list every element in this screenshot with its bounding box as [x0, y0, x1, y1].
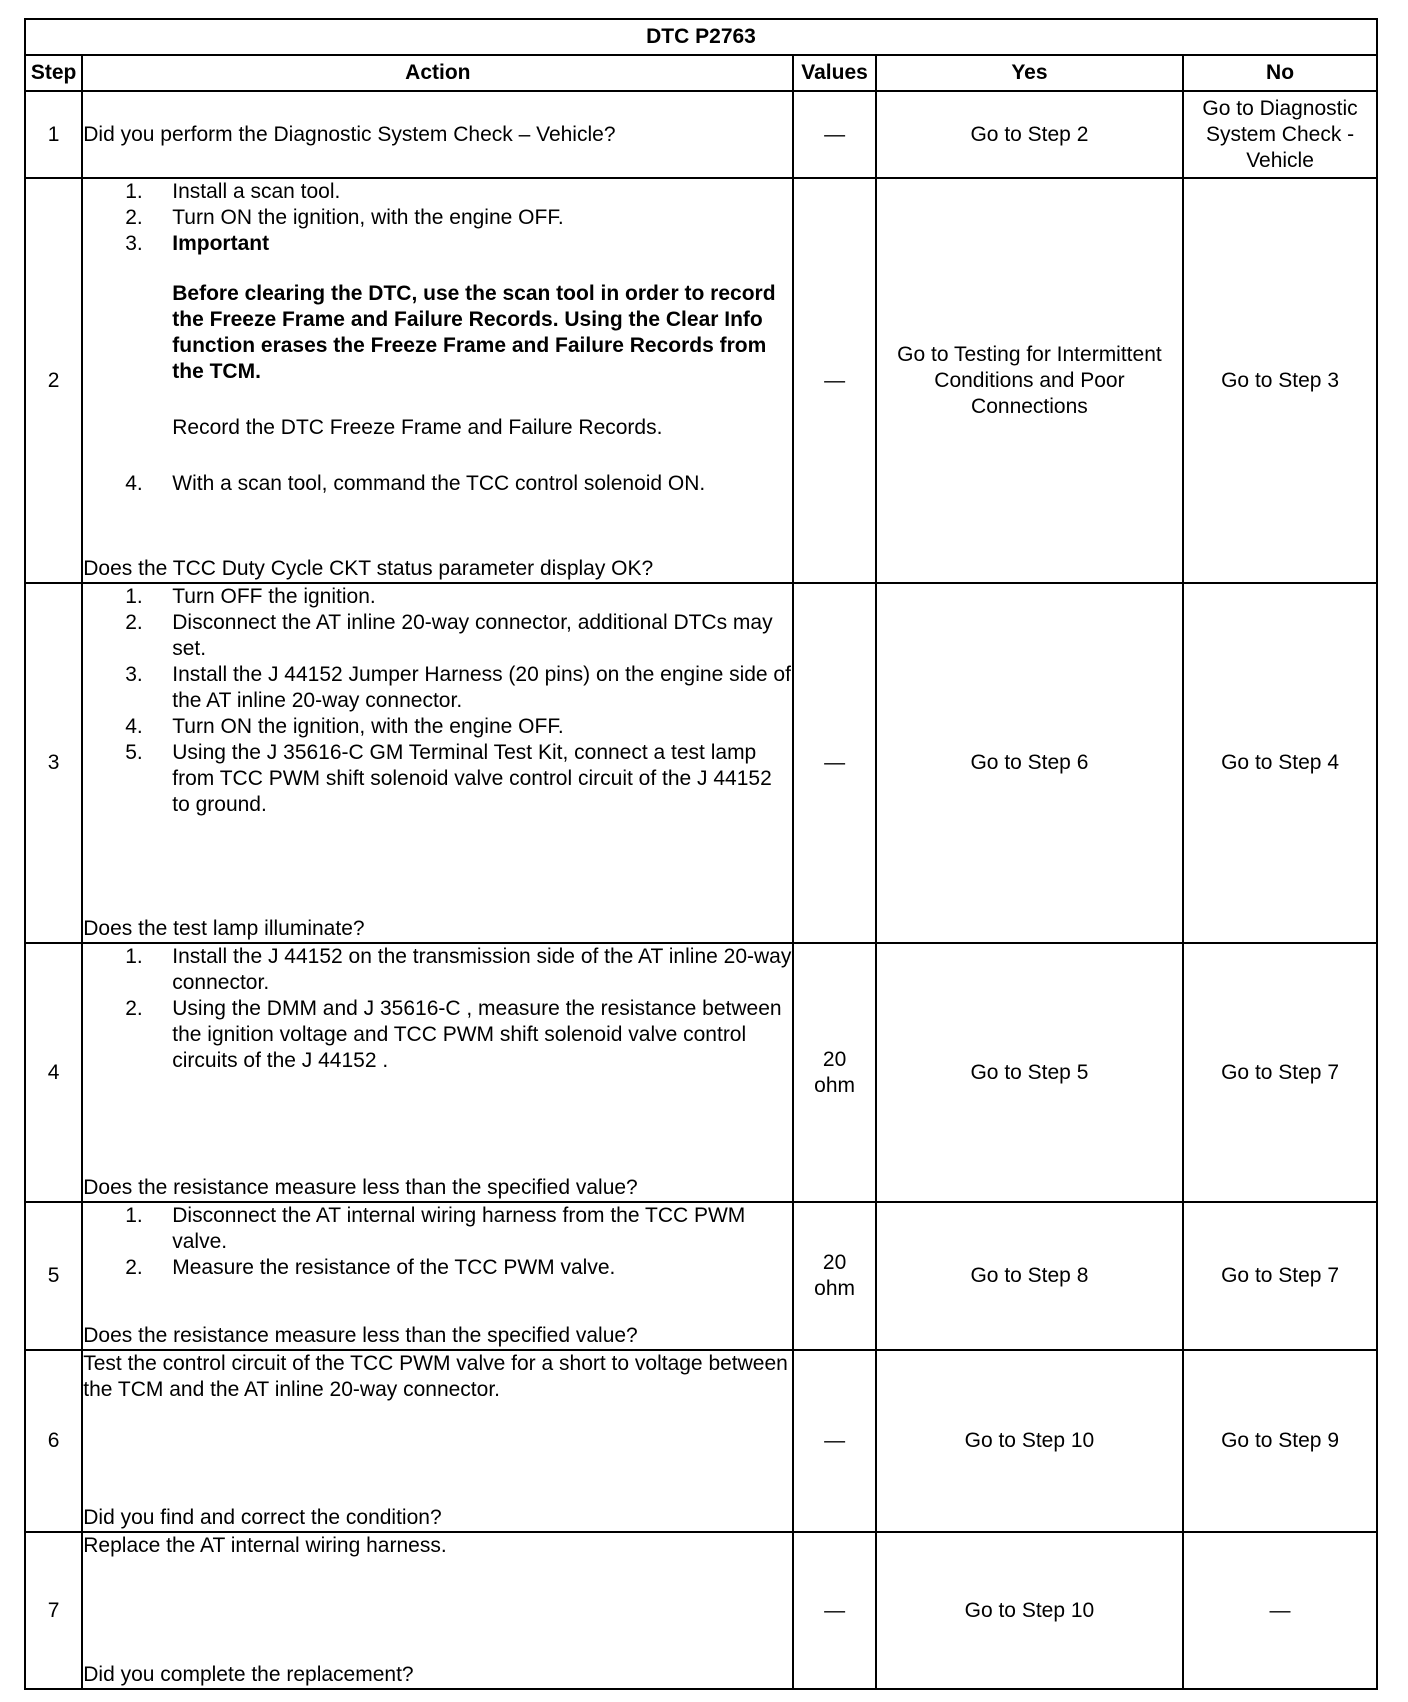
action-text: Did you perform the Diagnostic System Check – Vehicle?	[83, 122, 616, 146]
action-list	[125, 944, 792, 1074]
list-item: 4. With a scan tool, command the TCC control solenoid ON.	[125, 472, 706, 495]
action-question: Does the resistance measure less than the specified value?	[83, 1176, 638, 1199]
table-row	[25, 943, 1377, 1202]
important-note: Record the DTC Freeze Frame and Failure Records.	[172, 416, 663, 439]
action-cell	[82, 178, 793, 583]
action-question: Does the resistance measure less than the specified value?	[83, 1324, 638, 1347]
action-cell	[82, 583, 793, 943]
action-cell	[82, 91, 793, 178]
no-cell: Go to Step 4	[1183, 583, 1377, 943]
table-row	[25, 1202, 1377, 1350]
values-cell: —	[793, 1350, 875, 1532]
table-title: DTC P2763	[25, 19, 1377, 55]
header-action: Action	[82, 55, 793, 91]
list-item: 1. Install the J 44152 on the transmission side of the AT inline 20-way connector.	[125, 945, 792, 994]
action-text: Test the control circuit of the TCC PWM valve for a short to voltage between the TCM and the AT inline 20-way connector.	[83, 1352, 788, 1401]
action-cell	[82, 1350, 793, 1532]
step-number: 5	[25, 1202, 82, 1350]
yes-cell: Go to Step 2	[876, 91, 1183, 178]
action-question: Did you complete the replacement?	[83, 1663, 414, 1686]
table-row	[25, 583, 1377, 943]
header-values: Values	[793, 55, 875, 91]
table-row	[25, 1532, 1377, 1689]
no-cell: Go to Step 7	[1183, 1202, 1377, 1350]
values-cell: —	[793, 1532, 875, 1689]
action-question: Does the test lamp illuminate?	[83, 917, 365, 940]
yes-cell: Go to Step 8	[876, 1202, 1183, 1350]
dtc-table	[24, 18, 1378, 1690]
yes-cell: Go to Step 10	[876, 1350, 1183, 1532]
action-cell	[82, 943, 793, 1202]
table-row	[25, 91, 1377, 178]
yes-cell: Go to Step 10	[876, 1532, 1183, 1689]
list-item: 1. Disconnect the AT internal wiring harness from the TCC PWM valve.	[125, 1204, 746, 1253]
action-cell	[82, 1202, 793, 1350]
no-cell: Go to Step 7	[1183, 943, 1377, 1202]
action-question: Did you find and correct the condition?	[83, 1506, 442, 1529]
action-text: Replace the AT internal wiring harness.	[83, 1534, 447, 1557]
header-yes: Yes	[876, 55, 1183, 91]
action-cell	[82, 1532, 793, 1689]
list-item: 2. Measure the resistance of the TCC PWM valve.	[125, 1256, 616, 1279]
step-number: 6	[25, 1350, 82, 1532]
values-cell: —	[793, 583, 875, 943]
header-no: No	[1183, 55, 1377, 91]
list-item: 3. Install the J 44152 Jumper Harness (20 pins) on the engine side of the AT inline 20-way connector.	[125, 663, 791, 712]
important-heading: Important	[172, 232, 270, 255]
list-item: 4. Turn ON the ignition, with the engine OFF.	[125, 715, 564, 738]
values-cell: 20 ohm	[793, 1202, 875, 1350]
no-cell: Go to Diagnostic System Check - Vehicle	[1183, 91, 1377, 178]
action-list	[125, 584, 792, 818]
no-cell: Go to Step 9	[1183, 1350, 1377, 1532]
list-item: 5. Using the J 35616-C GM Terminal Test Kit, connect a test lamp from TCC PWM shift solenoid valve control circuit of the J 44152 to ground.	[125, 741, 772, 816]
action-question: Does the TCC Duty Cycle CKT status parameter display OK?	[83, 557, 654, 580]
values-cell: 20 ohm	[793, 943, 875, 1202]
important-body: Before clearing the DTC, use the scan tool in order to record the Freeze Frame and Failure Records. Using the Clear Info function erases the Freeze Frame and Failure Records from the TCM.	[172, 282, 776, 383]
step-number: 2	[25, 178, 82, 583]
list-item: 3. Important Before clearing the DTC, use the scan tool in order to record the Freeze Frame and Failure Records. Using the Clear Info function erases the Freeze Frame and Failure Records from the TCM. Record the DTC Freeze Frame and Failure Records.	[125, 231, 792, 441]
step-number: 4	[25, 943, 82, 1202]
action-list	[125, 1203, 792, 1281]
step-number: 3	[25, 583, 82, 943]
action-list	[125, 179, 792, 497]
values-cell: —	[793, 91, 875, 178]
yes-cell: Go to Step 5	[876, 943, 1183, 1202]
list-item: 1. Install a scan tool.	[125, 180, 341, 203]
list-item: 2. Using the DMM and J 35616-C , measure the resistance between the ignition voltage and TCC PWM shift solenoid valve control circuits of the J 44152 .	[125, 997, 782, 1072]
values-cell: —	[793, 178, 875, 583]
table-row	[25, 1350, 1377, 1532]
list-item: 1. Turn OFF the ignition.	[125, 585, 376, 608]
no-cell: Go to Step 3	[1183, 178, 1377, 583]
step-number: 1	[25, 91, 82, 178]
table-row	[25, 178, 1377, 583]
list-item: 2. Turn ON the ignition, with the engine OFF.	[125, 206, 564, 229]
no-cell: —	[1183, 1532, 1377, 1689]
header-step: Step	[25, 55, 82, 91]
step-number: 7	[25, 1532, 82, 1689]
list-item: 2. Disconnect the AT inline 20-way connector, additional DTCs may set.	[125, 611, 773, 660]
yes-cell: Go to Step 6	[876, 583, 1183, 943]
yes-cell: Go to Testing for Intermittent Conditions and Poor Connections	[876, 178, 1183, 583]
